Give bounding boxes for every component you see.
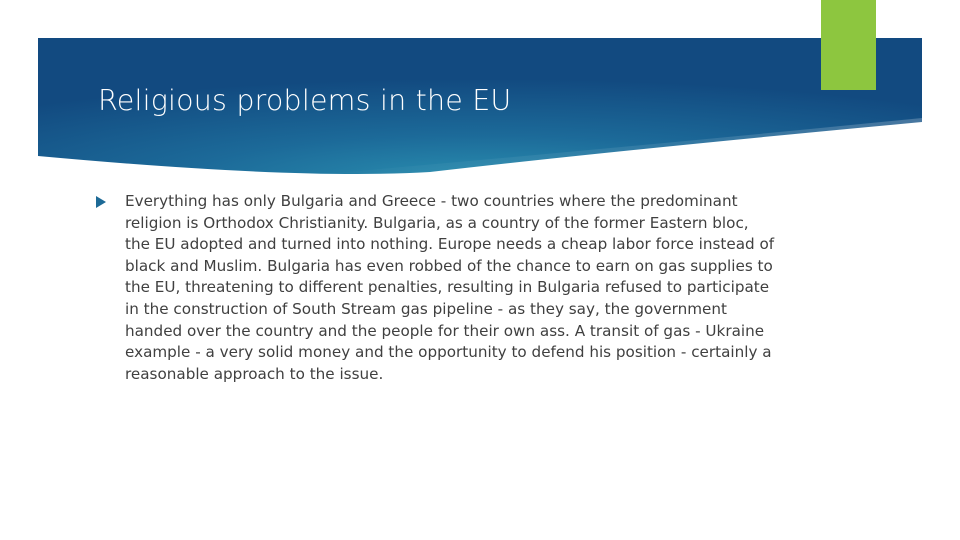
accent-bar bbox=[821, 0, 876, 90]
bullet-item bbox=[96, 191, 776, 385]
slide-title: Religious problems in the EU bbox=[98, 84, 512, 117]
bullet-text: Everything has only Bulgaria and Greece - two countries where the predominant religion is Orthodox Christianity. Bulgaria, as a country of the former Eastern bloc, the EU adopted and turned into nothing. Europe needs a cheap labor force instead of black and Muslim. Bulgaria has even robbed of the chance to earn on gas supplies to the EU, threatening to different penalties, resulting in Bulgaria refused to participate in the construction of South Stream gas pipeline - as they say, the government handed over the country and the people for their own ass. A transit of gas - Ukraine example - a very solid money and the opportunity to defend his position - certainly a reasonable approach to the issue. bbox=[125, 192, 775, 383]
bullet-list bbox=[96, 191, 776, 385]
triangle-bullet-icon bbox=[96, 196, 106, 208]
